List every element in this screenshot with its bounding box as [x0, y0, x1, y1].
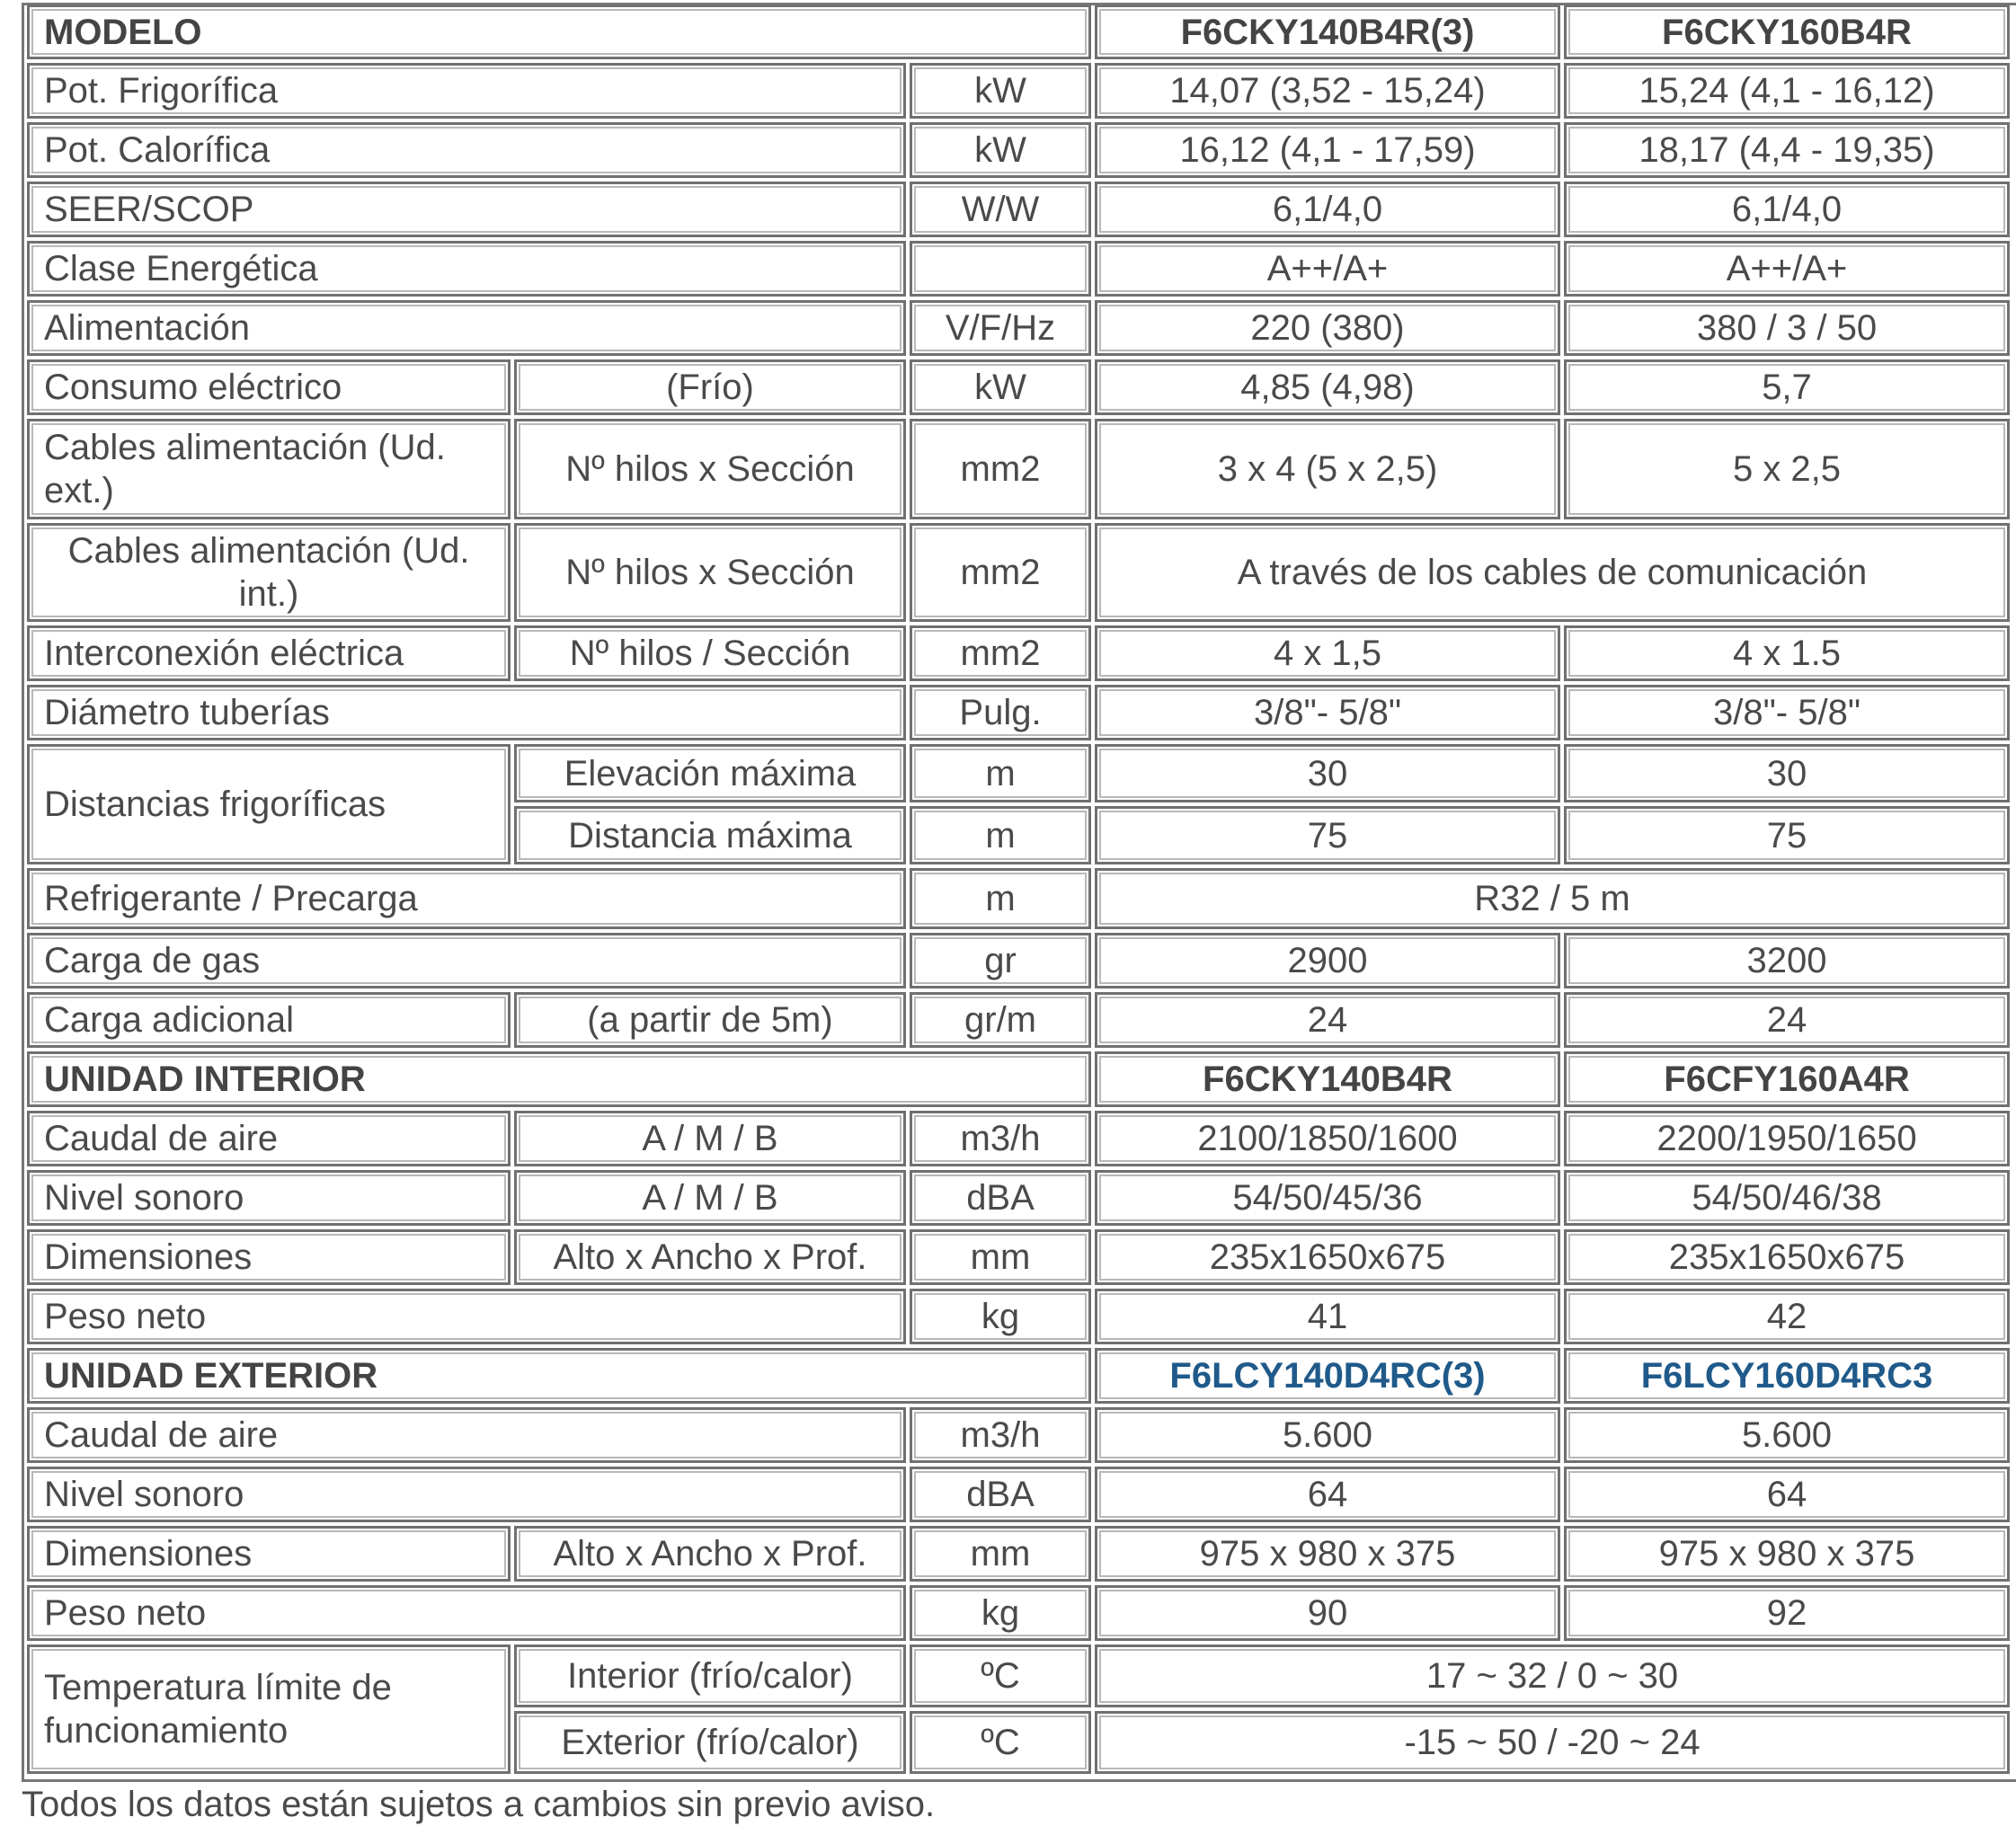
table-cell: kW: [910, 122, 1091, 178]
table-cell: 17 ~ 32 / 0 ~ 30: [1095, 1644, 2010, 1707]
table-cell: 380 / 3 / 50: [1564, 300, 2010, 356]
table-cell: Diámetro tuberías: [27, 685, 906, 740]
table-cell: Elevación máxima: [514, 744, 906, 802]
table-cell: 14,07 (3,52 - 15,24): [1095, 63, 1560, 119]
table-cell: Temperatura límite de funcionamiento: [27, 1644, 511, 1774]
table-cell: 75: [1564, 806, 2010, 864]
table-cell: Consumo eléctrico: [27, 359, 511, 415]
table-cell: A través de los cables de comunicación: [1095, 523, 2010, 622]
table-cell: 4 x 1,5: [1095, 625, 1560, 681]
table-cell: 15,24 (4,1 - 16,12): [1564, 63, 2010, 119]
table-cell: Interconexión eléctrica: [27, 625, 511, 681]
table-cell: 64: [1095, 1467, 1560, 1522]
table-cell: mm2: [910, 419, 1091, 519]
table-cell: Nivel sonoro: [27, 1170, 511, 1226]
table-cell: 92: [1564, 1585, 2010, 1641]
table-cell: A++/A+: [1564, 241, 2010, 297]
table-cell: A / M / B: [514, 1170, 906, 1226]
table-cell: Caudal de aire: [27, 1407, 906, 1463]
table-cell: 975 x 980 x 375: [1564, 1526, 2010, 1582]
table-cell: 5.600: [1564, 1407, 2010, 1463]
table-cell: 24: [1095, 992, 1560, 1048]
table-cell: ºC: [910, 1711, 1091, 1774]
table-cell: 3/8"- 5/8": [1564, 685, 2010, 740]
table-cell: 54/50/45/36: [1095, 1170, 1560, 1226]
table-cell: Carga de gas: [27, 933, 906, 988]
table-cell: m3/h: [910, 1407, 1091, 1463]
table-cell: R32 / 5 m: [1095, 868, 2010, 929]
table-cell: Clase Energética: [27, 241, 906, 297]
table-cell: 2200/1950/1650: [1564, 1111, 2010, 1166]
table-cell: 24: [1564, 992, 2010, 1048]
table-cell: UNIDAD EXTERIOR: [27, 1348, 1091, 1404]
table-cell: F6CKY140B4R: [1095, 1051, 1560, 1107]
table-cell: 75: [1095, 806, 1560, 864]
table-cell: mm2: [910, 625, 1091, 681]
table-cell: Cables alimentación (Ud. int.): [27, 523, 511, 622]
table-cell: F6CFY160A4R: [1564, 1051, 2010, 1107]
table-cell: W/W: [910, 182, 1091, 237]
table-cell: m: [910, 806, 1091, 864]
table-cell: Distancias frigoríficas: [27, 744, 511, 864]
table-cell: m: [910, 868, 1091, 929]
table-cell: ºC: [910, 1644, 1091, 1707]
table-cell: gr/m: [910, 992, 1091, 1048]
table-cell: Refrigerante / Precarga: [27, 868, 906, 929]
table-cell: 4 x 1.5: [1564, 625, 2010, 681]
table-cell: Interior (frío/calor): [514, 1644, 906, 1707]
table-cell: mm2: [910, 523, 1091, 622]
table-cell: Alto x Ancho x Prof.: [514, 1526, 906, 1582]
table-cell: dBA: [910, 1170, 1091, 1226]
table-cell: kg: [910, 1585, 1091, 1641]
table-cell: Pot. Frigorífica: [27, 63, 906, 119]
table-cell: mm: [910, 1526, 1091, 1582]
table-cell: 5,7: [1564, 359, 2010, 415]
table-cell: -15 ~ 50 / -20 ~ 24: [1095, 1711, 2010, 1774]
table-cell: 3/8"- 5/8": [1095, 685, 1560, 740]
table-cell: F6LCY160D4RC3: [1564, 1348, 2010, 1404]
table-cell: 30: [1564, 744, 2010, 802]
table-cell: (Frío): [514, 359, 906, 415]
table-cell: F6CKY140B4R(3): [1095, 4, 1560, 59]
table-cell: 5.600: [1095, 1407, 1560, 1463]
table-cell: Caudal de aire: [27, 1111, 511, 1166]
table-cell: Dimensiones: [27, 1526, 511, 1582]
table-cell: Nº hilos x Sección: [514, 523, 906, 622]
table-cell: 64: [1564, 1467, 2010, 1522]
table-cell: Nº hilos x Sección: [514, 419, 906, 519]
table-cell: Carga adicional: [27, 992, 511, 1048]
table-cell: 6,1/4,0: [1564, 182, 2010, 237]
table-cell: V/F/Hz: [910, 300, 1091, 356]
table-cell: gr: [910, 933, 1091, 988]
table-cell: 41: [1095, 1289, 1560, 1344]
table-cell: kW: [910, 359, 1091, 415]
table-cell: 6,1/4,0: [1095, 182, 1560, 237]
table-cell: 235x1650x675: [1564, 1229, 2010, 1285]
table-cell: F6LCY140D4RC(3): [1095, 1348, 1560, 1404]
table-cell: Exterior (frío/calor): [514, 1711, 906, 1774]
table-cell: 18,17 (4,4 - 19,35): [1564, 122, 2010, 178]
table-cell: 54/50/46/38: [1564, 1170, 2010, 1226]
table-cell: Dimensiones: [27, 1229, 511, 1285]
table-cell: 3200: [1564, 933, 2010, 988]
table-cell: m3/h: [910, 1111, 1091, 1166]
table-cell: m: [910, 744, 1091, 802]
table-cell: F6CKY160B4R: [1564, 4, 2010, 59]
table-cell: kg: [910, 1289, 1091, 1344]
table-cell: Alto x Ancho x Prof.: [514, 1229, 906, 1285]
table-cell: 42: [1564, 1289, 2010, 1344]
table-cell: Peso neto: [27, 1289, 906, 1344]
table-cell: Cables alimentación (Ud. ext.): [27, 419, 511, 519]
table-cell: A / M / B: [514, 1111, 906, 1166]
table-cell: 220 (380): [1095, 300, 1560, 356]
table-cell: 90: [1095, 1585, 1560, 1641]
table-cell: UNIDAD INTERIOR: [27, 1051, 1091, 1107]
table-cell: 235x1650x675: [1095, 1229, 1560, 1285]
table-cell: mm: [910, 1229, 1091, 1285]
table-cell: 16,12 (4,1 - 17,59): [1095, 122, 1560, 178]
table-cell: Nº hilos / Sección: [514, 625, 906, 681]
table-cell: [910, 241, 1091, 297]
table-cell: 4,85 (4,98): [1095, 359, 1560, 415]
table-cell: 2100/1850/1600: [1095, 1111, 1560, 1166]
table-cell: A++/A+: [1095, 241, 1560, 297]
table-cell: MODELO: [27, 4, 1091, 59]
table-cell: (a partir de 5m): [514, 992, 906, 1048]
table-cell: 5 x 2,5: [1564, 419, 2010, 519]
table-cell: 30: [1095, 744, 1560, 802]
table-cell: 975 x 980 x 375: [1095, 1526, 1560, 1582]
table-cell: kW: [910, 63, 1091, 119]
table-cell: Peso neto: [27, 1585, 906, 1641]
table-cell: Alimentación: [27, 300, 906, 356]
footnote: Todos los datos están sujetos a cambios sin previo aviso.: [22, 1785, 936, 1824]
table-cell: dBA: [910, 1467, 1091, 1522]
table-cell: Pulg.: [910, 685, 1091, 740]
table-cell: Nivel sonoro: [27, 1467, 906, 1522]
table-cell: Distancia máxima: [514, 806, 906, 864]
table-cell: 2900: [1095, 933, 1560, 988]
table-cell: Pot. Calorífica: [27, 122, 906, 178]
table-cell: SEER/SCOP: [27, 182, 906, 237]
table-cell: 3 x 4 (5 x 2,5): [1095, 419, 1560, 519]
